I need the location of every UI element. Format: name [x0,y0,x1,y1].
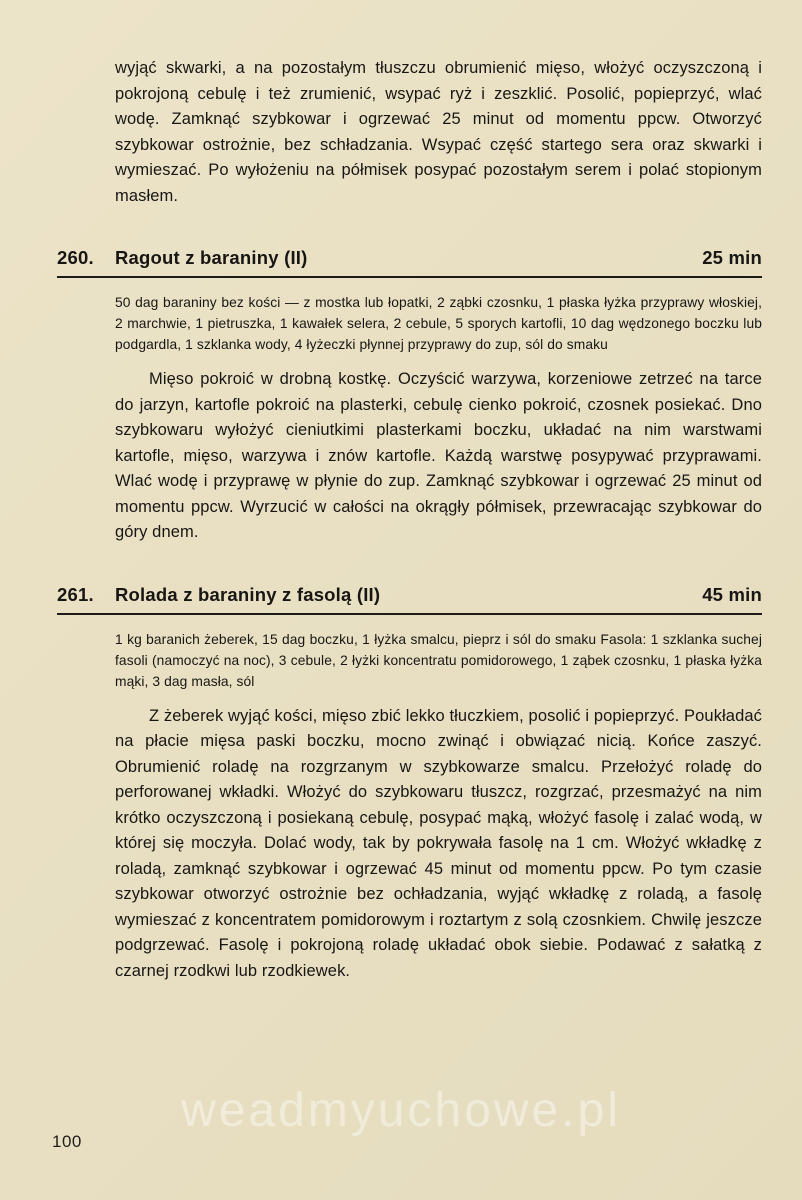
page-content [57,56,762,984]
recipe-section [57,584,762,985]
recipe-title: Rolada z baraniny z fasolą (II) [115,583,381,605]
recipe-title: Ragout z baraniny (II) [115,247,308,268]
ingredients-paragraph: 50 dag baraniny bez kości — z mostka lub łopatki, 2 ząbki czosnku, 1 płaska łyżka przyprawy włoskiej, 2 marchwie, 1 pietruszka, 1 kawałek selera, 2 cebule, 5 sporych kartofli, 10 dag wędzonego boczku lub podgardla, 1 szklanka wody, 4 łyżeczki płynnej przyprawy do zup, sól do smaku [115,295,762,352]
intro-paragraph: wyjąć skwarki, a na pozostałym tłuszczu obrumienić mięso, włożyć oczyszczoną i pokrojoną cebulę i też zrumienić, wsypać ryż i zeszklić. Posolić, popieprzyć, wlać wodę. Zamknąć szybkowar i ogrzewać 25 minut od momentu ppcw. Otworzyć szybkowar ostrożnie, bez schładzania. Wsypać część startego sera oraz skwarki i wymieszać. Po wyłożeniu na półmisek posypać pozostałym serem i polać stopionym masłem. [115,59,762,205]
recipe-number: 261. [57,583,94,605]
recipe-time: 25 min [702,247,762,268]
watermark: weadmyuchowe.pl [181,1084,621,1137]
ingredients-paragraph: 1 kg baranich żeberek, 15 dag boczku, 1 łyżka smalcu, pieprz i sól do smaku Fasola: 1 szklanka suchej fasoli (namoczyć na noc), 3 cebule, 2 łyżki koncentratu pomidorowego, 1 ząbek czosnku, 1 płaska łyżka mąki, 3 dag masła, sól [115,631,762,689]
recipe-body-paragraph: Mięso pokroić w drobną kostkę. Oczyścić warzywa, korzeniowe zetrzeć na tarce do jarzyn, kartofle pokroić na plasterki, cebulę cienko pokroić, czosnek posiekać. Dno szybkowaru wyłożyć cieniutkimi plasterkami boczku, układać na nim warstwami kartofle, mięso, warzywa i znów kartofle. Każdą warstwę posypywać przyprawami. Wlać wodę i przyprawę w płynie do zup. Zamknąć szybkowar i ogrzewać 25 minut od momentu ppcw. Wyrzucić w całości na okrągły półmisek, przewracając szybkowar do góry dnem. [115,370,762,541]
recipe-number: 260. [57,247,94,268]
recipe-time: 45 min [702,583,762,605]
page-number: 100 [52,1132,82,1151]
recipe-heading [57,247,762,278]
recipe-body-paragraph: Z żeberek wyjąć kości, mięso zbić lekko tłuczkiem, posolić i popieprzyć. Poukładać na płacie mięsa paski boczku, mocno zwinąć i obwiązać nicią. Końce zaszyć. Obrumienić roladę na rozgrzanym w szybkowarze smalcu. Przełożyć roladę do perforowanej wkładki. Włożyć do szybkowaru tłuszcz, rozgrzać, przesmażyć na nim krótko oczyszczoną i posiekaną cebulę, posypać mąką, włożyć fasolę i zalać wodą, w której się moczyła. Dolać wody, tak by pokrywała fasolę na 1 cm. Włożyć wkładkę z roladą, zamknąć szybkowar i ogrzewać 45 minut od momentu ppcw. Po tym czasie szybkowar otworzyć ostrożnie bez ochładzania, wyjąć wkładkę z roladą, a fasolę wymieszać z koncentratem pomidorowym i roztartym z solą czosnkiem. Chwilę jeszcze podgrzewać. Fasolę i pokrojoną roladę układać obok siebie. Podawać z sałatką z czarnej rzodkwi lub rzodkiewek. [115,706,762,980]
recipe-section [57,247,762,546]
recipe-heading [57,584,762,615]
